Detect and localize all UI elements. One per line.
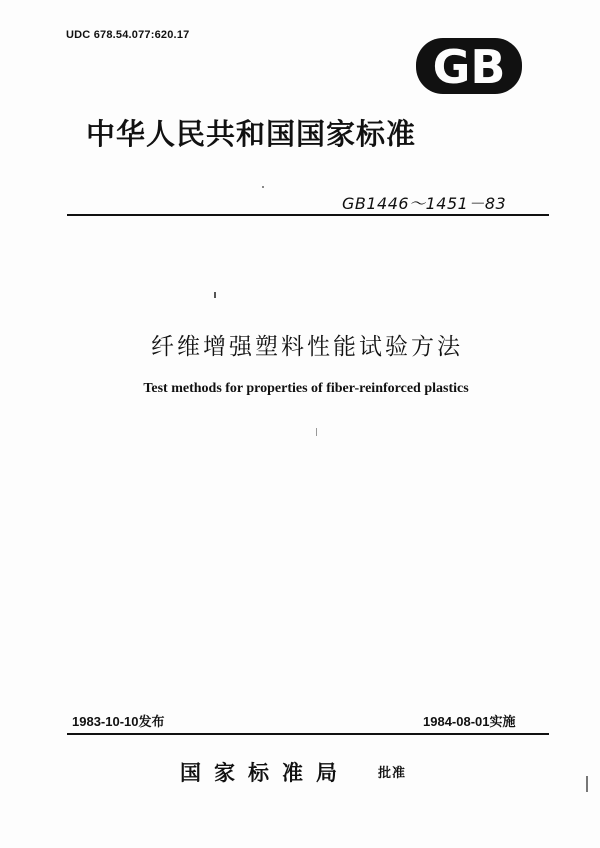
implementation-date: 1984-08-01实施 <box>423 714 516 729</box>
document-title-chinese: 纤维增强塑料性能试验方法 <box>151 334 463 360</box>
gb-logo-text: GB <box>432 40 506 94</box>
gb-logo <box>415 37 523 95</box>
scan-speck <box>214 292 216 298</box>
top-divider <box>67 214 549 216</box>
issuing-authority: 国家标准局 <box>180 761 350 785</box>
udc-code: UDC 678.54.077:620.17 <box>66 29 190 41</box>
scan-speck <box>316 428 317 436</box>
bottom-divider <box>67 733 549 735</box>
scan-speck <box>586 776 588 792</box>
document-title-english: Test methods for properties of fiber-reinforced plastics <box>143 381 469 396</box>
scan-speck <box>262 186 264 188</box>
issue-date: 1983-10-10发布 <box>72 714 165 729</box>
approval-mark: 批准 <box>378 766 407 781</box>
standard-number: GB1446～1451－83 <box>342 194 507 213</box>
national-standard-heading: 中华人民共和国国家标准 <box>86 117 417 151</box>
